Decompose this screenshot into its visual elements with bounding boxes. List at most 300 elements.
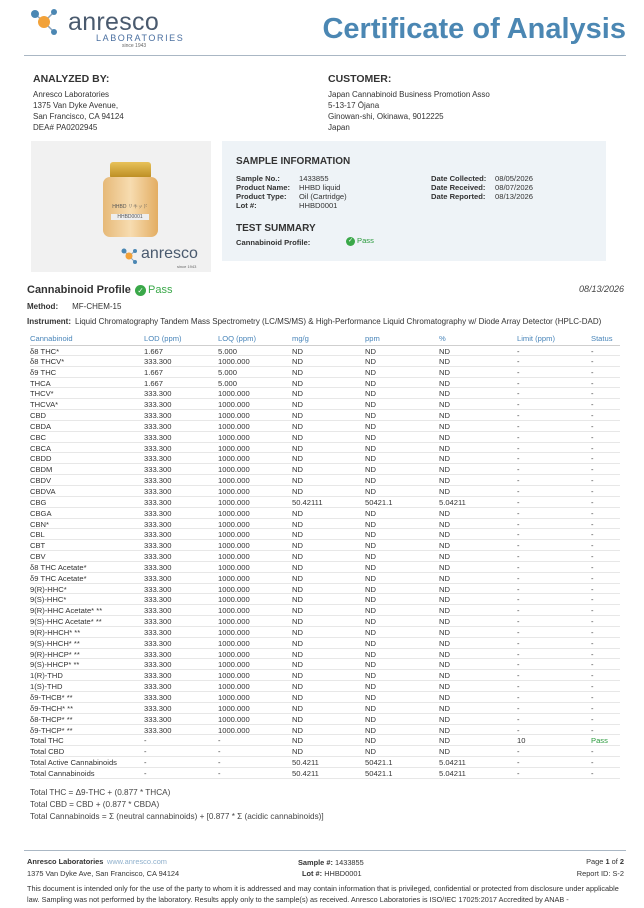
cell-loq: - (218, 768, 221, 778)
cell-cannabinoid: Total Cannabinoids (30, 768, 95, 778)
cell-lod: 333.300 (144, 573, 172, 583)
sample-information-panel (222, 141, 606, 261)
cell-ppm: ND (365, 486, 376, 496)
product-name-label: Product Name: (236, 183, 291, 192)
cell-loq: 1000.000 (218, 682, 250, 692)
results-table-header (30, 334, 620, 345)
method-label: Method: (27, 302, 59, 311)
cell-lod: - (144, 768, 147, 778)
cell-cannabinoid: CBV (30, 552, 46, 562)
sample-no-value: 1433855 (299, 174, 329, 183)
table-row (30, 388, 620, 399)
cell-percent: ND (439, 703, 450, 713)
cell-lod: 333.300 (144, 389, 172, 399)
cell-cannabinoid: CBDD (30, 454, 52, 464)
cell-mg-g: ND (292, 367, 303, 377)
cell-lod: 1.667 (144, 367, 164, 377)
formula-total-thc: Total THC = Δ9-THC + (0.877 * THCA) (30, 788, 171, 797)
table-row (30, 746, 620, 757)
cell-percent: ND (439, 421, 450, 431)
table-row (30, 453, 620, 464)
cell-percent: ND (439, 595, 450, 605)
formula-total-cbd: Total CBD = CBD + (0.877 * CBDA) (30, 800, 160, 809)
cell-percent: ND (439, 432, 450, 442)
cell-percent: ND (439, 486, 450, 496)
cell-cannabinoid: 9(S)-HHC Acetate* ** (30, 617, 102, 627)
cell-ppm: ND (365, 682, 376, 692)
cell-ppm: ND (365, 421, 376, 431)
cell-mg-g: ND (292, 552, 303, 562)
cell-loq: 1000.000 (218, 389, 250, 399)
table-row (30, 594, 620, 605)
cell-percent: ND (439, 693, 450, 702)
footer-lot (302, 869, 362, 878)
footer-company: Anresco Laboratories (27, 857, 104, 866)
cell-cannabinoid: CBG (30, 497, 47, 507)
instrument-line (27, 317, 601, 326)
cell-percent: 5.04211 (439, 497, 466, 507)
cell-status: - (591, 443, 594, 453)
cell-percent: ND (439, 400, 450, 410)
footer-address: 1375 Van Dyke Ave, San Francisco, CA 94124 (27, 869, 180, 878)
cell-percent: ND (439, 606, 450, 616)
cell-limit: - (517, 714, 520, 724)
formula-total-cannabinoids: Total Cannabinoids = Σ (neutral cannabinoids) + [0.877 * Σ (acidic cannabinoids)] (30, 812, 324, 821)
cell-lod: 333.300 (144, 411, 172, 421)
footer-sample (298, 858, 364, 867)
cell-limit: - (517, 476, 520, 486)
cell-mg-g: ND (292, 421, 303, 431)
cell-limit: - (517, 584, 520, 594)
cell-cannabinoid: δ9-THCH* ** (30, 703, 74, 713)
table-row (30, 659, 620, 670)
cell-limit: - (517, 693, 520, 702)
cell-lod: 333.300 (144, 443, 172, 453)
cell-ppm: ND (365, 747, 376, 757)
cell-loq: 1000.000 (218, 541, 250, 551)
cell-status: - (591, 725, 594, 735)
cell-limit: - (517, 508, 520, 518)
cell-status: - (591, 486, 594, 496)
cell-percent: ND (439, 638, 450, 648)
cell-limit: - (517, 660, 520, 670)
column-header-mg-g: mg/g (292, 334, 309, 343)
table-row (30, 605, 620, 616)
cell-limit: - (517, 465, 520, 475)
cell-limit: - (517, 432, 520, 442)
cell-lod: 333.300 (144, 519, 172, 529)
cell-percent: ND (439, 573, 450, 583)
cell-cannabinoid: 9(S)-HHCH* ** (30, 638, 80, 648)
cell-cannabinoid: 1(R)-THD (30, 671, 63, 681)
cell-mg-g: ND (292, 693, 303, 702)
cell-loq: 1000.000 (218, 497, 250, 507)
cell-mg-g: 50.42111 (292, 497, 323, 507)
cell-ppm: ND (365, 573, 376, 583)
cell-cannabinoid: CBL (30, 530, 45, 540)
cell-loq: 1000.000 (218, 660, 250, 670)
cell-lod: 333.300 (144, 497, 172, 507)
cell-status: - (591, 638, 594, 648)
cell-mg-g: ND (292, 530, 303, 540)
date-received-label: Date Received: (431, 183, 486, 192)
cell-cannabinoid: THCVA* (30, 400, 59, 410)
cell-status: - (591, 432, 594, 442)
cell-status: - (591, 747, 594, 757)
cell-lod: 333.300 (144, 595, 172, 605)
cell-lod: 333.300 (144, 465, 172, 475)
cell-cannabinoid: 9(R)-HHCP* ** (30, 649, 80, 659)
column-header-limit: Limit (ppm) (517, 334, 555, 343)
cell-mg-g: ND (292, 682, 303, 692)
cell-percent: ND (439, 552, 450, 562)
cell-loq: 5.000 (218, 367, 238, 377)
profile-date: 08/13/2026 (578, 284, 624, 294)
table-row (30, 508, 620, 519)
cell-ppm: ND (365, 367, 376, 377)
sample-no-label: Sample No.: (236, 174, 280, 183)
cell-cannabinoid: δ8 THC* (30, 347, 60, 356)
cell-cannabinoid: 9(R)-HHC Acetate* ** (30, 606, 103, 616)
cell-loq: 1000.000 (218, 476, 250, 486)
cell-cannabinoid: CBN* (30, 519, 49, 529)
cell-loq: 5.000 (218, 347, 238, 356)
cell-loq: 1000.000 (218, 638, 250, 648)
cell-status: - (591, 573, 594, 583)
cell-ppm: ND (365, 693, 376, 702)
cell-status: - (591, 367, 594, 377)
cell-loq: 1000.000 (218, 627, 250, 637)
cell-limit: - (517, 573, 520, 583)
date-received-value: 08/07/2026 (495, 183, 534, 192)
cell-cannabinoid: δ9 THC Acetate* (30, 573, 87, 583)
logo-since: since 1943 (122, 43, 147, 49)
footer-lot-value: HHBD0001 (324, 869, 362, 878)
cell-limit: - (517, 443, 520, 453)
cell-limit: - (517, 649, 520, 659)
cell-mg-g: ND (292, 476, 303, 486)
cell-status: - (591, 476, 594, 486)
cell-loq: 1000.000 (218, 400, 250, 410)
product-type-label: Product Type: (236, 192, 287, 201)
analyzed-by-line: San Francisco, CA 94124 (33, 112, 124, 121)
cell-cannabinoid: δ9-THCB* ** (30, 693, 73, 702)
cell-loq: 1000.000 (218, 486, 250, 496)
cell-cannabinoid: Total Active Cannabinoids (30, 758, 117, 768)
cell-cannabinoid: δ8-THCP* ** (30, 714, 73, 724)
cell-loq: 1000.000 (218, 617, 250, 627)
cell-mg-g: ND (292, 347, 303, 356)
cell-cannabinoid: δ9 THC (30, 367, 57, 377)
table-row (30, 475, 620, 486)
cell-loq: 1000.000 (218, 703, 250, 713)
cell-mg-g: ND (292, 519, 303, 529)
cell-loq: 1000.000 (218, 519, 250, 529)
cell-percent: ND (439, 627, 450, 637)
cell-loq: 1000.000 (218, 714, 250, 724)
cell-lod: - (144, 736, 147, 746)
cell-status: - (591, 649, 594, 659)
cell-limit: - (517, 367, 520, 377)
cell-lod: 333.300 (144, 725, 172, 735)
cell-status: - (591, 347, 594, 356)
document-title: Certificate of Analysis (322, 13, 626, 45)
cell-limit: - (517, 421, 520, 431)
date-reported-label: Date Reported: (431, 192, 486, 201)
instrument-label: Instrument: (27, 317, 71, 326)
header-divider (24, 55, 626, 56)
cell-lod: 333.300 (144, 356, 172, 366)
cell-status: - (591, 562, 594, 572)
column-header-ppm: ppm (365, 334, 380, 343)
cell-mg-g: ND (292, 411, 303, 421)
customer-line: Ginowan-shi, Okinawa, 9012225 (328, 112, 444, 121)
cell-percent: ND (439, 411, 450, 421)
cell-loq: 1000.000 (218, 649, 250, 659)
footer-report-id: Report ID: S-2 (576, 869, 624, 878)
cell-lod: 1.667 (144, 378, 164, 388)
cell-limit: - (517, 595, 520, 605)
cell-mg-g: ND (292, 606, 303, 616)
cell-loq: 1000.000 (218, 595, 250, 605)
cell-loq: 1000.000 (218, 356, 250, 366)
table-row (30, 649, 620, 660)
cell-cannabinoid: 9(R)-HHCH* ** (30, 627, 81, 637)
cell-lod: 333.300 (144, 660, 172, 670)
table-row (30, 757, 620, 768)
cell-status: - (591, 595, 594, 605)
cell-cannabinoid: CBD (30, 411, 47, 421)
cell-status: - (591, 552, 594, 562)
cell-mg-g: ND (292, 465, 303, 475)
analyzed-by-line: DEA# PA0202945 (33, 123, 98, 132)
cell-mg-g: ND (292, 508, 303, 518)
cell-ppm: ND (365, 595, 376, 605)
cell-limit: - (517, 454, 520, 464)
table-row (30, 670, 620, 681)
table-row (30, 378, 620, 389)
cell-status: - (591, 693, 594, 702)
cell-loq: 1000.000 (218, 693, 250, 702)
cell-percent: ND (439, 649, 450, 659)
cell-status: - (591, 703, 594, 713)
table-row (30, 399, 620, 410)
cell-cannabinoid: Total THC (30, 736, 64, 746)
cell-lod: 333.300 (144, 617, 172, 627)
cell-ppm: ND (365, 649, 376, 659)
cell-ppm: 50421.1 (365, 497, 393, 507)
cell-limit: - (517, 617, 520, 627)
cell-status: - (591, 356, 594, 366)
lot-label: Lot #: (236, 201, 257, 210)
table-row (30, 735, 620, 746)
date-collected-value: 08/05/2026 (495, 174, 534, 183)
cell-ppm: ND (365, 671, 376, 681)
column-header-percent: % (439, 334, 446, 343)
cell-mg-g: ND (292, 432, 303, 442)
date-reported-value: 08/13/2026 (495, 192, 534, 201)
cell-ppm: ND (365, 541, 376, 551)
cell-percent: 5.04211 (439, 768, 466, 778)
footer-sample-label: Sample #: (298, 858, 333, 867)
cell-status: - (591, 411, 594, 421)
cell-percent: ND (439, 714, 450, 724)
table-row (30, 573, 620, 584)
cell-ppm: ND (365, 465, 376, 475)
cell-ppm: ND (365, 508, 376, 518)
logo-wordmark: anresco (68, 8, 160, 36)
cell-ppm: ND (365, 519, 376, 529)
cell-lod: 333.300 (144, 508, 172, 518)
cell-percent: ND (439, 367, 450, 377)
cell-percent: ND (439, 476, 450, 486)
check-circle-icon: ✓ (347, 237, 354, 244)
cell-lod: 333.300 (144, 530, 172, 540)
cell-ppm: ND (365, 530, 376, 540)
cell-mg-g: ND (292, 671, 303, 681)
cell-status: - (591, 389, 594, 399)
cell-percent: ND (439, 671, 450, 681)
cell-mg-g: ND (292, 389, 303, 399)
cell-limit: - (517, 519, 520, 529)
table-row (30, 486, 620, 497)
footer-website-link[interactable]: www.anresco.com (107, 857, 167, 866)
page-current: 1 (605, 857, 610, 866)
cell-status: - (591, 530, 594, 540)
cell-lod: 333.300 (144, 562, 172, 572)
cell-status: - (591, 714, 594, 724)
cell-lod: 333.300 (144, 638, 172, 648)
page-header (0, 0, 644, 58)
cannabinoid-profile-title: Cannabinoid Profile (27, 284, 131, 296)
cell-loq: 1000.000 (218, 606, 250, 616)
cell-ppm: ND (365, 389, 376, 399)
table-row (30, 421, 620, 432)
cell-percent: ND (439, 541, 450, 551)
cell-status: - (591, 617, 594, 627)
cell-status: - (591, 758, 594, 768)
cell-mg-g: ND (292, 584, 303, 594)
table-row (30, 356, 620, 367)
customer-line: Japan (328, 123, 350, 132)
cell-ppm: ND (365, 606, 376, 616)
table-row (30, 692, 620, 703)
method-line (27, 302, 121, 311)
cell-lod: - (144, 747, 147, 757)
footer-page-number (586, 857, 624, 866)
cell-lod: 333.300 (144, 627, 172, 637)
cell-mg-g: ND (292, 486, 303, 496)
logo-subtitle: LABORATORIES (96, 33, 185, 43)
cell-loq: 1000.000 (218, 573, 250, 583)
cell-limit: - (517, 703, 520, 713)
cell-ppm: ND (365, 400, 376, 410)
table-row (30, 681, 620, 692)
summary-pass-text: Pass (357, 236, 374, 245)
cell-limit: - (517, 497, 520, 507)
cell-ppm: 50421.1 (365, 768, 393, 778)
cell-cannabinoid: δ8 THCV* (30, 356, 65, 366)
cell-mg-g: ND (292, 725, 303, 735)
cell-cannabinoid: 1(S)-THD (30, 682, 63, 692)
cell-cannabinoid: CBDV (30, 476, 52, 486)
cell-mg-g: ND (292, 638, 303, 648)
table-row (30, 714, 620, 725)
cell-lod: 333.300 (144, 584, 172, 594)
cell-mg-g: ND (292, 747, 303, 757)
cell-percent: ND (439, 443, 450, 453)
cell-ppm: ND (365, 714, 376, 724)
cell-lod: 333.300 (144, 421, 172, 431)
cell-loq: 1000.000 (218, 432, 250, 442)
table-row (30, 529, 620, 540)
page-label: Page (586, 857, 604, 866)
cell-limit: - (517, 562, 520, 572)
jar-lot-label: HHBD0001 (111, 214, 149, 220)
results-table (30, 345, 620, 779)
method-value: MF-CHEM-15 (72, 302, 122, 311)
footer-sample-value: 1433855 (334, 858, 364, 867)
cell-limit: - (517, 747, 520, 757)
cell-ppm: ND (365, 454, 376, 464)
cell-status: Pass (591, 736, 608, 746)
cell-lod: 333.300 (144, 552, 172, 562)
cell-cannabinoid: 9(S)-HHC* (30, 595, 67, 605)
customer-heading: CUSTOMER: (328, 73, 392, 85)
cell-cannabinoid: 9(R)-HHC* (30, 584, 67, 594)
cell-limit: - (517, 400, 520, 410)
product-type-value: Oil (Cartridge) (299, 192, 347, 201)
cell-cannabinoid: Total CBD (30, 747, 65, 757)
cell-lod: 333.300 (144, 693, 172, 702)
analyzed-by-line: Anresco Laboratories (33, 90, 110, 99)
cell-status: - (591, 606, 594, 616)
cell-cannabinoid: THCA (30, 378, 51, 388)
cell-percent: ND (439, 736, 450, 746)
jar-label: HHBD リキッド (112, 204, 148, 210)
cell-mg-g: ND (292, 573, 303, 583)
cell-status: - (591, 682, 594, 692)
table-row (30, 464, 620, 475)
cell-cannabinoid: CBDVA (30, 486, 56, 496)
cell-percent: ND (439, 682, 450, 692)
table-row (30, 551, 620, 562)
table-row (30, 519, 620, 530)
photo-watermark-logo (121, 245, 211, 271)
cell-ppm: ND (365, 356, 376, 366)
footer-lot-label: Lot #: (302, 869, 323, 878)
cell-ppm: ND (365, 378, 376, 388)
table-row (30, 367, 620, 378)
cell-loq: 1000.000 (218, 584, 250, 594)
cell-limit: - (517, 347, 520, 356)
cell-loq: 1000.000 (218, 562, 250, 572)
cell-lod: 333.300 (144, 432, 172, 442)
cell-ppm: ND (365, 584, 376, 594)
cell-ppm: ND (365, 432, 376, 442)
cell-status: - (591, 465, 594, 475)
cell-status: - (591, 660, 594, 670)
cell-limit: 10 (517, 736, 526, 746)
cell-mg-g: ND (292, 736, 303, 746)
cell-status: - (591, 421, 594, 431)
cell-limit: - (517, 638, 520, 648)
cell-status: - (591, 508, 594, 518)
page-of: of (611, 857, 618, 866)
cell-lod: 333.300 (144, 649, 172, 659)
product-name-value: HHBD liquid (299, 183, 341, 192)
table-row (30, 768, 620, 779)
